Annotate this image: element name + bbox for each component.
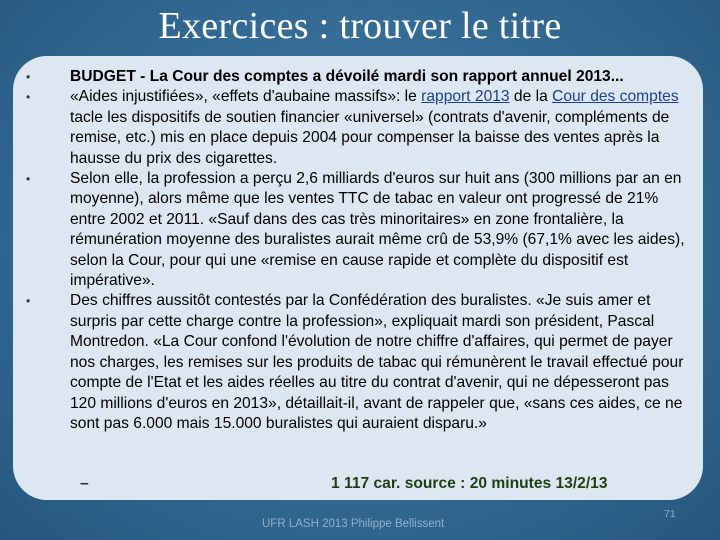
bullet-text: tacle les dispositifs de soutien financier «universel» (contrats d'avenir, compléments de remise, etc.) mis en place depuis 2004 pour compenser la baisse des ventes après la hausse du prix des cigarettes. [70, 108, 670, 167]
bullet-marker: • [26, 70, 31, 84]
source-dash: – [80, 475, 89, 492]
bullet-text: Selon elle, la profession a perçu 2,6 milliards d'euros sur huit ans (300 millions par an en moyenne), alors même que les ventes TTC de tabac en valeur ont progressé de 21% entre 2002 et 2011. «Sauf dans des cas très minoritaires» en zone frontalière, la rémunération moyenne des buralistes aurait même crû de 53,9% (67,1% avec les aides), selon la Cour, pour qui une «remise en cause rapide et complète du dispositif est impérative». [70, 170, 685, 290]
bullet-item [22, 87, 687, 169]
rapport-2013-link[interactable]: rapport 2013 [421, 88, 510, 106]
bullet-text: «Aides injustifiées», «effets d'aubaine massifs»: le [70, 88, 422, 106]
cour-des-comptes-link[interactable]: Cour des comptes [552, 88, 679, 106]
bullet-text: Des chiffres aussitôt contestés par la Confédération des buralistes. «Je suis amer et surpris par cette charge contre la profession», expliquait mardi son président, Pascal Montredon. «La Cour confond l'évolution de notre chiffre d'affaires, qui permet de payer nos charges, les remises sur les produits de tabac qui rémunèrent le travail effectué pour compte de l'Etat et les aides réelles au titre du contrat d'avenir, qui ne dépesseront pas 120 millions d'euros en 2013», détaillait-il, avant de rappeler que, «sans ces aides, ce ne sont pas 6.000 mais 15.000 buralistes qui auraient disparu.» [70, 292, 684, 432]
bullet-item [22, 169, 687, 291]
slide-title: Exercices : trouver le titre [158, 5, 562, 47]
bullet-item [22, 67, 687, 87]
bullet-marker: • [26, 90, 31, 105]
footer-text: UFR LASH 2013 Philippe Bellissent [262, 518, 445, 530]
bullet-list [22, 67, 687, 434]
bullet-headline: BUDGET - La Cour des comptes a dévoilé mardi son rapport annuel 2013... [70, 68, 624, 85]
bullet-marker: • [26, 294, 31, 309]
bullet-item [22, 291, 687, 434]
page-number: 71 [664, 508, 676, 520]
source-citation: 1 117 car. source : 20 minutes 13/2/13 [331, 475, 608, 492]
bullet-text: de la [509, 88, 553, 106]
bullet-marker: • [26, 172, 31, 187]
